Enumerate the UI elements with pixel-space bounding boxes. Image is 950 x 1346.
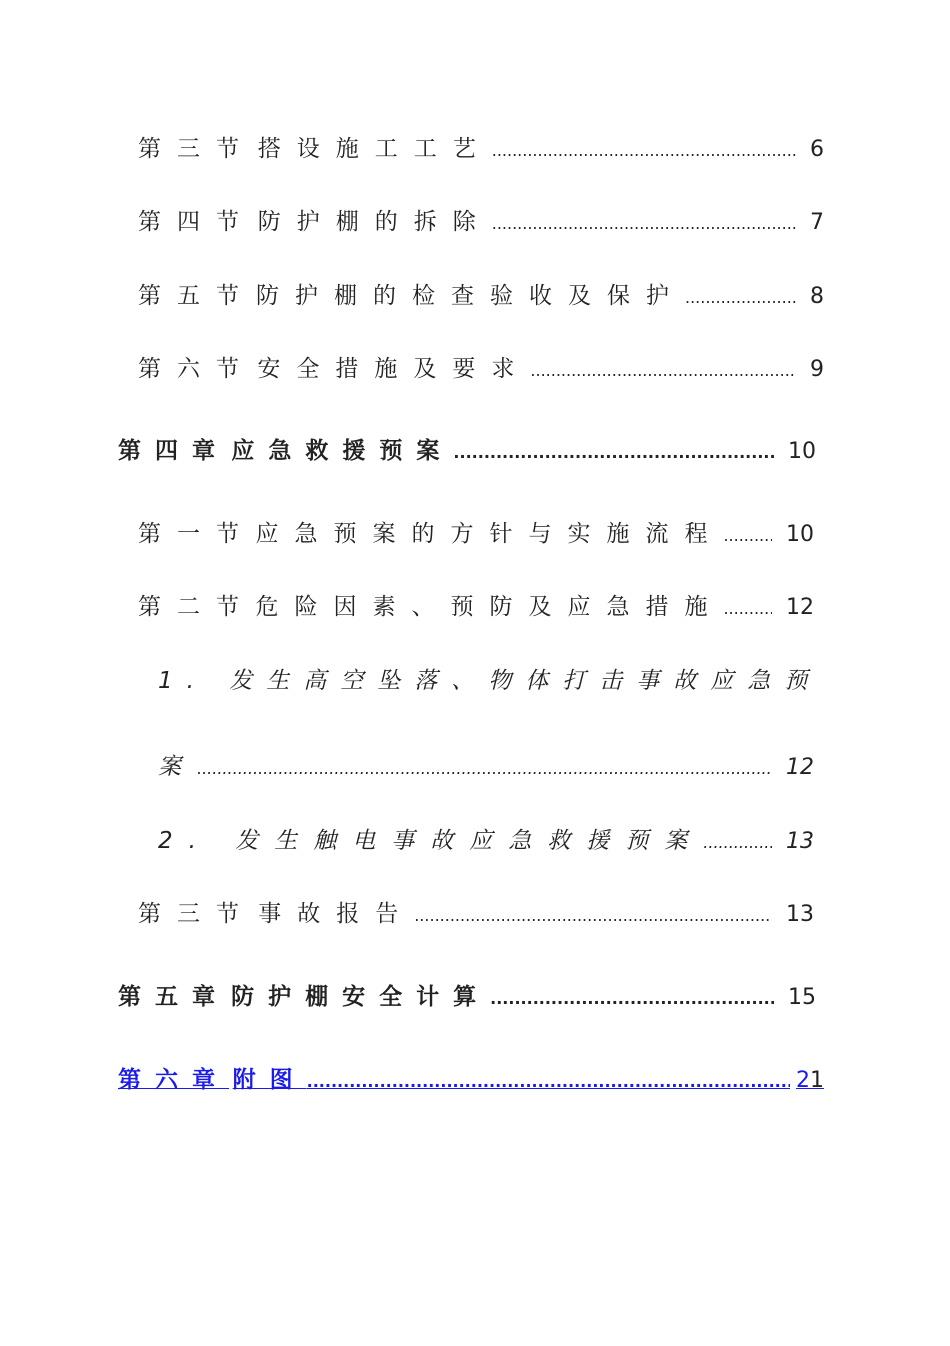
section-title: 防护棚的检查验收及保护 (256, 283, 685, 309)
dot-leader (685, 283, 796, 313)
section-label: 第三节 (138, 901, 255, 927)
page-number: 10 (786, 522, 814, 547)
item-title-line2: 案 (158, 754, 197, 780)
toc-entry-section-3-3[interactable] (138, 134, 828, 166)
dot-leader (453, 438, 774, 468)
section-title: 搭设施工工艺 (257, 136, 492, 162)
dot-leader (492, 136, 796, 166)
toc-entry-item-2[interactable] (158, 826, 818, 858)
dot-leader (490, 984, 774, 1014)
toc-entry-chapter-6-link[interactable] (118, 1065, 824, 1097)
section-label: 第五节 (138, 283, 255, 309)
toc-entry-section-3-5[interactable] (138, 281, 828, 313)
dot-leader (530, 356, 796, 386)
item-title: 2. 发生触电事故应急救援预案 (158, 828, 704, 854)
dot-leader (492, 209, 796, 239)
chapter-title: 防护棚安全计算 (231, 984, 491, 1010)
page-number-link-part: 2 (796, 1068, 810, 1093)
toc-entry-section-4-1[interactable] (138, 519, 818, 551)
section-label: 第六节 (138, 356, 255, 382)
page-number: 15 (788, 985, 816, 1010)
chapter-label: 第四章 (118, 438, 229, 464)
page-number (796, 1066, 824, 1096)
toc-entry-chapter-4[interactable] (118, 436, 816, 468)
toc-entry-chapter-5[interactable] (118, 982, 816, 1014)
page-number: 10 (788, 439, 816, 464)
dot-leader (414, 901, 772, 931)
section-label: 第四节 (138, 209, 255, 235)
section-title: 事故报告 (258, 901, 415, 927)
section-title: 防护棚的拆除 (257, 209, 492, 235)
section-title: 安全措施及要求 (257, 356, 531, 382)
chapter-label: 第六章 (118, 1067, 229, 1093)
dot-leader (197, 754, 772, 784)
page-number: 9 (810, 357, 824, 382)
dot-leader (723, 521, 772, 551)
page-number-tail: 1 (810, 1068, 824, 1093)
page-number: 7 (810, 210, 824, 235)
toc-entry-section-4-2[interactable] (138, 592, 818, 624)
section-label: 第一节 (138, 521, 255, 547)
toc-entry-section-3-4[interactable] (138, 207, 828, 239)
chapter-title: 附图 (232, 1067, 307, 1093)
page-number: 12 (786, 755, 814, 780)
toc-entry-section-3-6[interactable] (138, 354, 828, 386)
dot-leader (307, 1067, 790, 1097)
toc-entry-item-1-second-line[interactable] (158, 752, 818, 784)
section-title: 应急预案的方针与实施流程 (255, 521, 724, 547)
item-title-line1: 1. 发生高空坠落、物体打击事故应急预 (158, 668, 822, 694)
chapter-label: 第五章 (118, 984, 229, 1010)
toc-entry-item-1-first-line[interactable] (158, 666, 821, 696)
section-title: 危险因素、预防及应急措施 (255, 594, 724, 620)
section-label: 第三节 (138, 136, 255, 162)
page-number: 8 (810, 284, 824, 309)
page-number: 13 (786, 902, 814, 927)
chapter-title: 应急救援预案 (231, 438, 454, 464)
toc-entry-section-4-3[interactable] (138, 899, 818, 931)
page-number: 12 (786, 595, 814, 620)
section-label: 第二节 (138, 594, 255, 620)
page-number: 6 (810, 137, 824, 162)
dot-leader (723, 594, 772, 624)
dot-leader (703, 828, 772, 858)
page-number: 13 (786, 829, 814, 854)
